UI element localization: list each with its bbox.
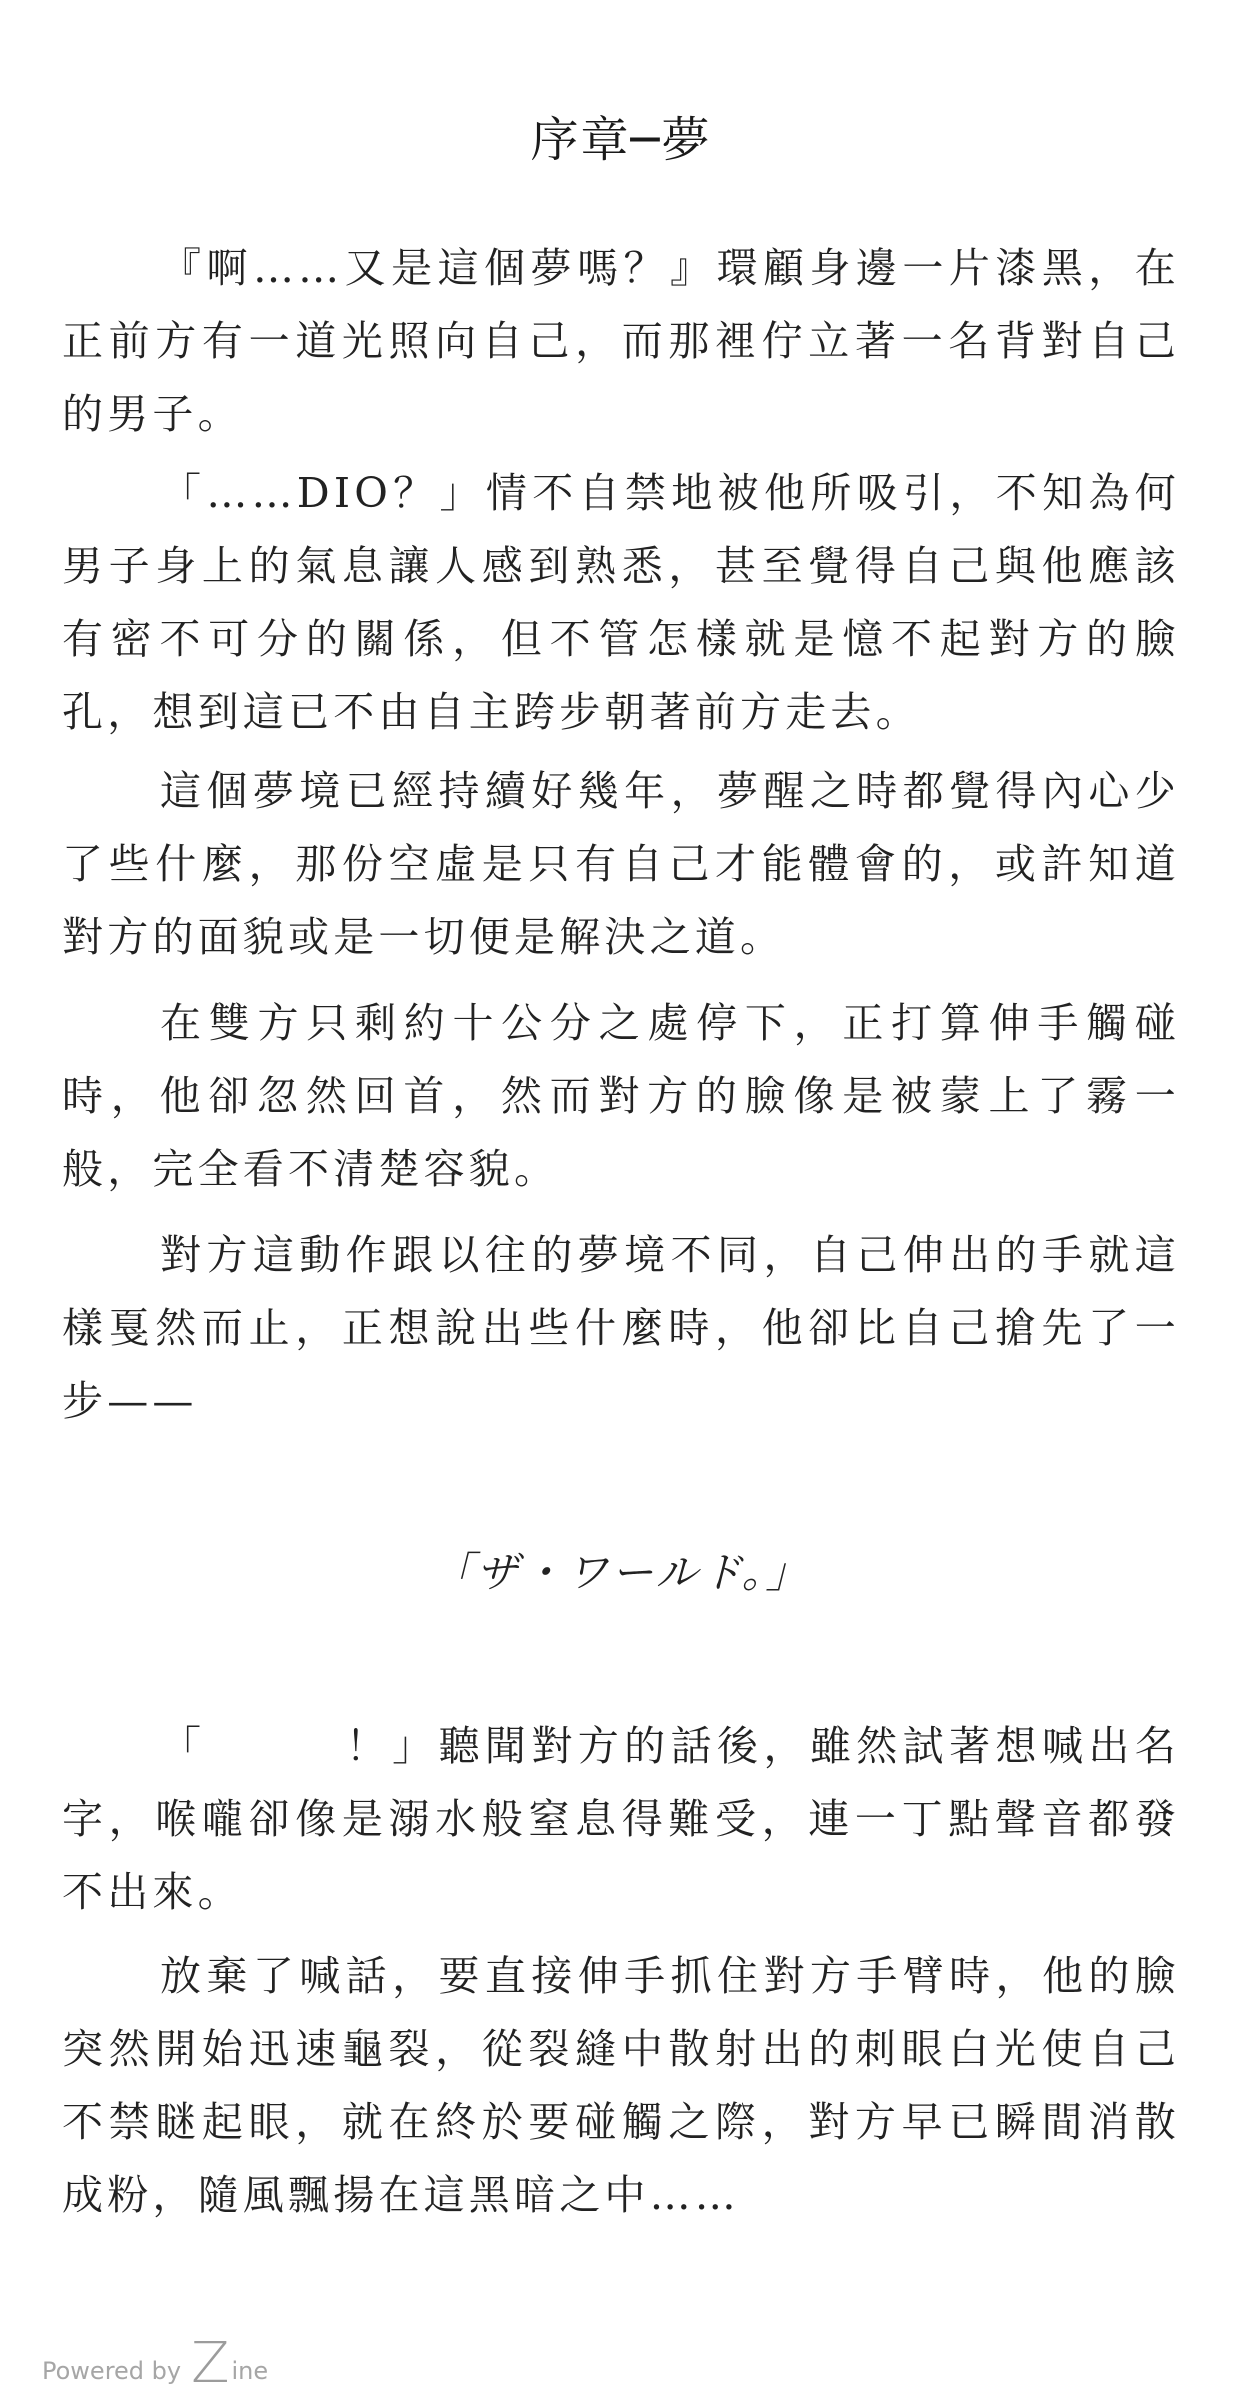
paragraph-6: 「 ！」聽聞對方的話後，雖然試著想喊出名字，喉嚨卻像是溺水般窒息得難受，連一丁點聲音都發不出來。 xyxy=(62,1722,1180,1916)
paragraph-5: 對方這動作跟以往的夢境不同，自己伸出的手就這樣戛然而止，正想說出些什麼時，他卻比自己搶先了一步—— xyxy=(62,1231,1180,1425)
paragraph-1: 『啊……又是這個夢嗎？』環顧身邊一片漆黑，在正前方有一道光照向自己，而那裡佇立著一名背對自己的男子。 xyxy=(62,244,1180,438)
powered-by-label: Powered by xyxy=(42,2357,182,2385)
paragraph-3: 這個夢境已經持續好幾年，夢醒之時都覺得內心少了些什麼，那份空虛是只有自己才能體會的，或許知道對方的面貌或是一切便是解決之道。 xyxy=(62,767,1180,961)
paragraph-2: 「……DIO？」情不自禁地被他所吸引，不知為何男子身上的氣息讓人感到熟悉，甚至覺得自己與他應該有密不可分的關係，但不管怎樣就是憶不起對方的臉孔，想到這已不由自主跨步朝著前方走去。 xyxy=(62,469,1180,736)
center-quote: 「ザ・ワールド。」 xyxy=(431,1548,811,1597)
zine-logo-text: ine xyxy=(231,2357,269,2385)
paragraph-4: 在雙方只剩約十公分之處停下，正打算伸手觸碰時，他卻忽然回首，然而對方的臉像是被蒙上了霧一般，完全看不清楚容貌。 xyxy=(62,999,1180,1193)
zine-logo-initial: Z xyxy=(191,2331,230,2396)
paragraph-7: 放棄了喊話，要直接伸手抓住對方手臂時，他的臉突然開始迅速龜裂，從裂縫中散射出的刺眼白光使自己不禁瞇起眼，就在終於要碰觸之際，對方早已瞬間消散成粉，隨風飄揚在這黑暗之中…… xyxy=(62,1952,1180,2219)
zine-logo[interactable] xyxy=(191,2331,269,2396)
chapter-title: 序章─夢 xyxy=(530,112,712,168)
powered-by-footer[interactable] xyxy=(42,2331,269,2396)
